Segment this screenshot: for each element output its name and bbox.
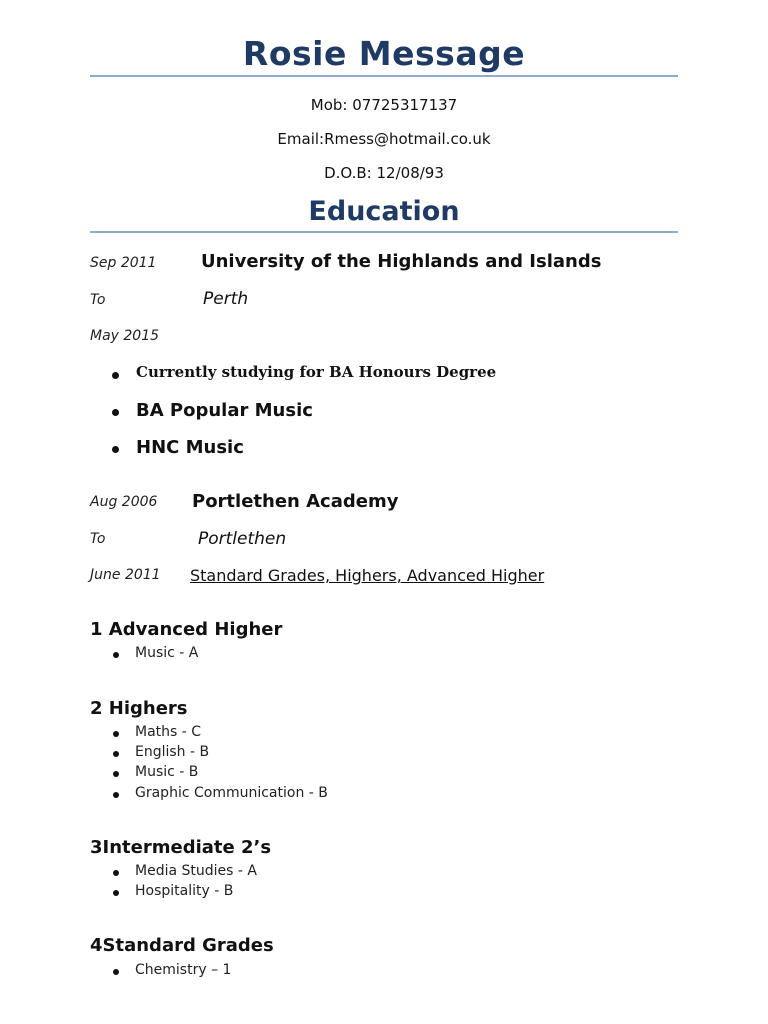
university-location: Perth xyxy=(203,289,249,309)
bullet-icon xyxy=(112,446,119,453)
school-start-date: Aug 2006 xyxy=(90,494,158,510)
university-end-date: May 2015 xyxy=(90,328,160,344)
list-item-text: Chemistry – 1 xyxy=(135,962,232,978)
list-item-text: BA Popular Music xyxy=(136,400,313,421)
bullet-icon xyxy=(113,751,119,757)
school-qualifications: Standard Grades, Highers, Advanced Higher xyxy=(190,566,545,585)
bullet-icon xyxy=(113,792,119,798)
section-divider xyxy=(90,231,678,233)
email-address: Email:Rmess@hotmail.co.uk xyxy=(277,130,491,148)
university-name: University of the Highlands and Islands xyxy=(201,251,602,272)
list-item-text: Music - B xyxy=(135,764,199,780)
group-title-advanced-higher: 1 Advanced Higher xyxy=(90,619,283,640)
university-to-label: To xyxy=(90,292,106,308)
candidate-name: Rosie Message xyxy=(242,34,526,73)
section-title-education: Education xyxy=(308,196,460,227)
group-title-intermediate: 3Intermediate 2’s xyxy=(90,837,272,858)
group-title-standard-grades: 4Standard Grades xyxy=(90,935,274,956)
bullet-icon xyxy=(113,731,119,737)
school-location: Portlethen xyxy=(198,529,287,549)
group-title-highers: 2 Highers xyxy=(90,698,188,719)
bullet-icon xyxy=(112,409,119,416)
school-name: Portlethen Academy xyxy=(192,491,399,512)
list-item-text: Maths - C xyxy=(135,724,202,740)
bullet-icon xyxy=(113,771,119,777)
bullet-icon xyxy=(112,372,119,379)
school-end-date: June 2011 xyxy=(90,567,161,583)
list-item-text: English - B xyxy=(135,744,210,760)
list-item-text: Music - A xyxy=(135,645,199,661)
bullet-icon xyxy=(113,969,119,975)
university-start-date: Sep 2011 xyxy=(90,255,157,271)
list-item-text: Hospitality - B xyxy=(135,883,234,899)
bullet-icon xyxy=(113,652,119,658)
bullet-icon xyxy=(113,870,119,876)
header-divider xyxy=(90,75,678,77)
bullet-icon xyxy=(113,890,119,896)
list-item-text: Media Studies - A xyxy=(135,863,257,879)
mobile-number: Mob: 07725317137 xyxy=(310,96,458,114)
school-to-label: To xyxy=(90,531,106,547)
date-of-birth: D.O.B: 12/08/93 xyxy=(324,164,444,182)
list-item-text: Graphic Communication - B xyxy=(135,785,328,801)
list-item-text: Currently studying for BA Honours Degree xyxy=(136,363,497,381)
list-item-text: HNC Music xyxy=(136,437,244,458)
